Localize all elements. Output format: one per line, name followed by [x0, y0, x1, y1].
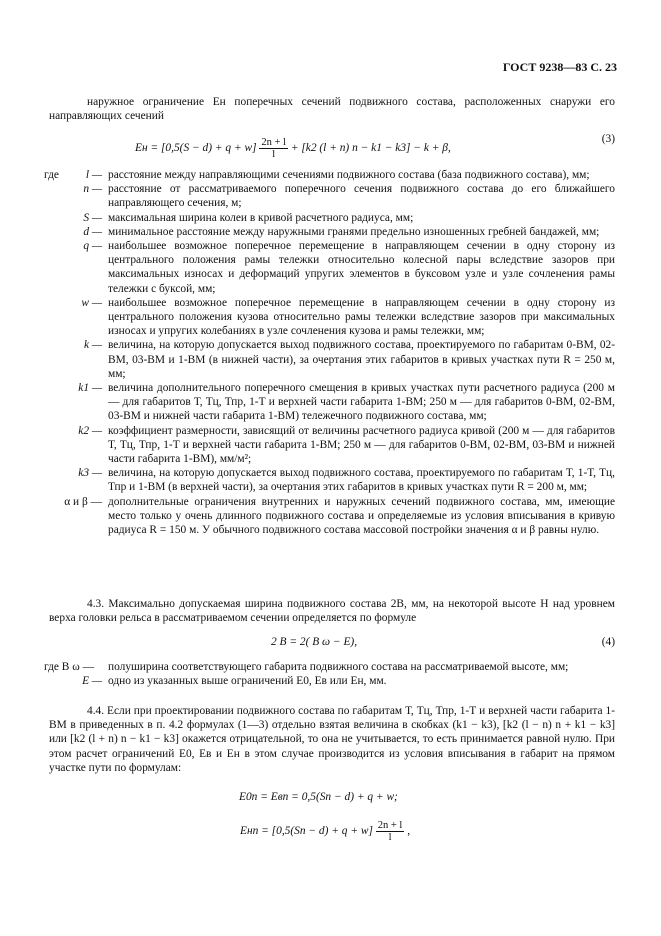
formula-3: [49, 130, 615, 160]
formula-4-number: (4): [601, 636, 615, 648]
definition-text: дополнительные ограничения внутренних и наружных сечений подвижного состава, мм, имеющие место только у очень длинного подвижного состава и определяемые из условия вписывания в кривую радиуса R = 150 м. У обычного подвижного состава массовой постройки значения α и β равны нулю.: [108, 495, 615, 537]
definition-alpha-beta: [30, 495, 615, 538]
page-header: ГОСТ 9238—83 С. 23: [502, 60, 617, 74]
formula-5: [49, 790, 615, 808]
definition-text: наибольшее возможное поперечное перемещение в направляющем сечении в одну сторону из центрального положения рамы тележки относительно колесной пары вследствие зазоров при максимальных износах и деформаций упругих элементов в буксовом узле и узле сочленения рамы тележки с буксой, мм;: [108, 240, 615, 295]
definition-text: величина, на которую допускается выход подвижного состава, проектируемого по габаритам Т, 1-Т, Тц, Тпр и 1-ВМ (в верхней части), за очертания этих габаритов в кривых участках пути R = 200 м, мм;: [108, 467, 615, 494]
definition-text: коэффициент размерности, зависящий от величины расчетного радиуса кривой (200 м — для габаритов Т, Тц, Тпр, 1-Т и верхней части габарита 1-ВМ; 250 м — для габаритов 0-ВМ, 02-ВМ, 03-ВМ и нижней части габарита 1-ВМ), мм/м²;: [108, 424, 615, 466]
formula-3-frac-den: l: [272, 149, 276, 160]
definition-term: d —: [83, 225, 102, 238]
formula-3-number: (3): [601, 133, 615, 145]
definition-term: k3 —: [78, 467, 102, 480]
formula-4: [49, 635, 615, 653]
definition-q: [44, 239, 615, 296]
definition-term: α и β —: [64, 495, 102, 508]
definition-term: k1 —: [78, 382, 102, 395]
formula-4-expr: 2 B = 2( B ω − E),: [271, 636, 358, 648]
definition-text: величина дополнительного поперечного смещения в кривых участках пути расчетного радиуса (200 м — для габаритов Т, Тц, Тпр, 1-Т и верхней части габарита 1-ВМ; 250 м — для габаритов 0-ВМ, 02-ВМ, 03-ВМ и нижней части габарита 1-ВМ) тележечного подвижного состава, мм;: [108, 382, 615, 423]
definition-l: [44, 168, 615, 182]
definition-term: q —: [83, 240, 102, 253]
definition-text: минимальное расстояние между наружными гранями предельно изношенных гребней бандажей, мм;: [108, 225, 600, 238]
formula-3-lhs: Eн = [0,5(S − d) + q + w]: [135, 142, 257, 155]
formula-6-lhs: Eнп = [0,5(Sп − d) + q + w]: [240, 825, 373, 838]
gde-label: где: [44, 169, 59, 181]
definition-term: k —: [83, 339, 102, 352]
paragraph-4-3: 4.3. Максимально допускаемая ширина подвижного состава 2B, мм, на некоторой высоте H над уровнем верха головки рельса в рассматриваемом сечении определяется по формуле: [49, 598, 615, 625]
definition-term: l —: [85, 169, 102, 181]
definition-text: максимальная ширина колеи в кривой расчетного радиуса, мм;: [108, 211, 414, 224]
formula-6-frac-den: l: [388, 832, 392, 843]
definition-term: E —: [82, 675, 102, 688]
paragraph-4-4: 4.4. Если при проектировании подвижного состава по габаритам Т, Тц, Тпр, 1-Т и верхней части габарита 1-ВМ в приведенных в п. 4.2 формулах (1—3) отдельно взятая величина в скобках (k1 − k3), [k2 (l − n) n + k1 − k3] или [k2 (l + n) n − k1 − k3] окажется отрицательной, то она не учитывается, то есть принимается равной нулю. При этом расчет ограничений E0, Eв и Eн в этом случае производится из условия вписывания в габарит на прямом участке пути по формулам:: [49, 705, 615, 774]
definition-text: полуширина соответствующего габарита подвижного состава на рассматриваемой высоте, мм;: [108, 661, 569, 673]
definition-k2: [44, 424, 615, 467]
formula-3-rhs: + [k2 (l + n) n − k1 − k3] − k + β,: [290, 142, 451, 155]
definition-s: [44, 211, 615, 225]
definition-k1: [44, 381, 615, 424]
definition-text: расстояние от рассматриваемого поперечного сечения подвижного состава до его ближайшего направляющего сечения, м;: [108, 183, 615, 210]
definition-term: n —: [83, 183, 102, 196]
definition-term: где B ω —: [44, 661, 94, 673]
definition-text: расстояние между направляющими сечениями подвижного состава (база подвижного состава), мм;: [108, 169, 590, 181]
definition-e: [44, 674, 615, 688]
definition-text: наибольшее возможное поперечное перемещение в направляющем сечении в одну сторону из центрального положения кузова относительно рамы тележки вследствие зазоров при максимальных износах и упругих колебаниях в узле сочленения кузова и рамы тележки, мм;: [108, 296, 615, 338]
definition-term: k2 —: [78, 424, 102, 437]
definitions-list: [44, 168, 615, 537]
definition-term: w —: [81, 296, 102, 309]
definition-d: [44, 225, 615, 239]
formula-6-frac-num: 2n + l: [377, 820, 403, 831]
definition-term: S —: [83, 211, 102, 224]
definition-k3: [44, 466, 615, 494]
intro-paragraph: наружное ограничение Eн поперечных сечений подвижного состава, расположенных снаружи его направляющих сечений: [49, 96, 615, 123]
definition-bw: [44, 660, 615, 674]
formula-6-tail: ,: [407, 825, 411, 838]
definition-w: [44, 296, 615, 339]
definition-text: одно из указанных выше ограничений E0, Eв или Eн, мм.: [108, 675, 387, 688]
formula-6-fraction: [376, 820, 405, 843]
formula-6: [49, 812, 615, 848]
formula-3-frac-num: 2n + l: [261, 137, 286, 148]
definition-k: [44, 338, 615, 381]
definitions-4: [44, 660, 615, 688]
formula-3-fraction: [259, 137, 288, 160]
formula-5-expr: E0п = Eвп = 0,5(Sп − d) + q + w;: [239, 791, 398, 803]
definition-n: [44, 182, 615, 210]
definition-text: величина, на которую допускается выход подвижного состава, проектируемого по габаритам 0-ВМ, 02-ВМ, 03-ВМ и 1-ВМ (в нижней части), за очертания этих габаритов в кривых участках пути R = 250 м, мм;: [108, 339, 615, 380]
